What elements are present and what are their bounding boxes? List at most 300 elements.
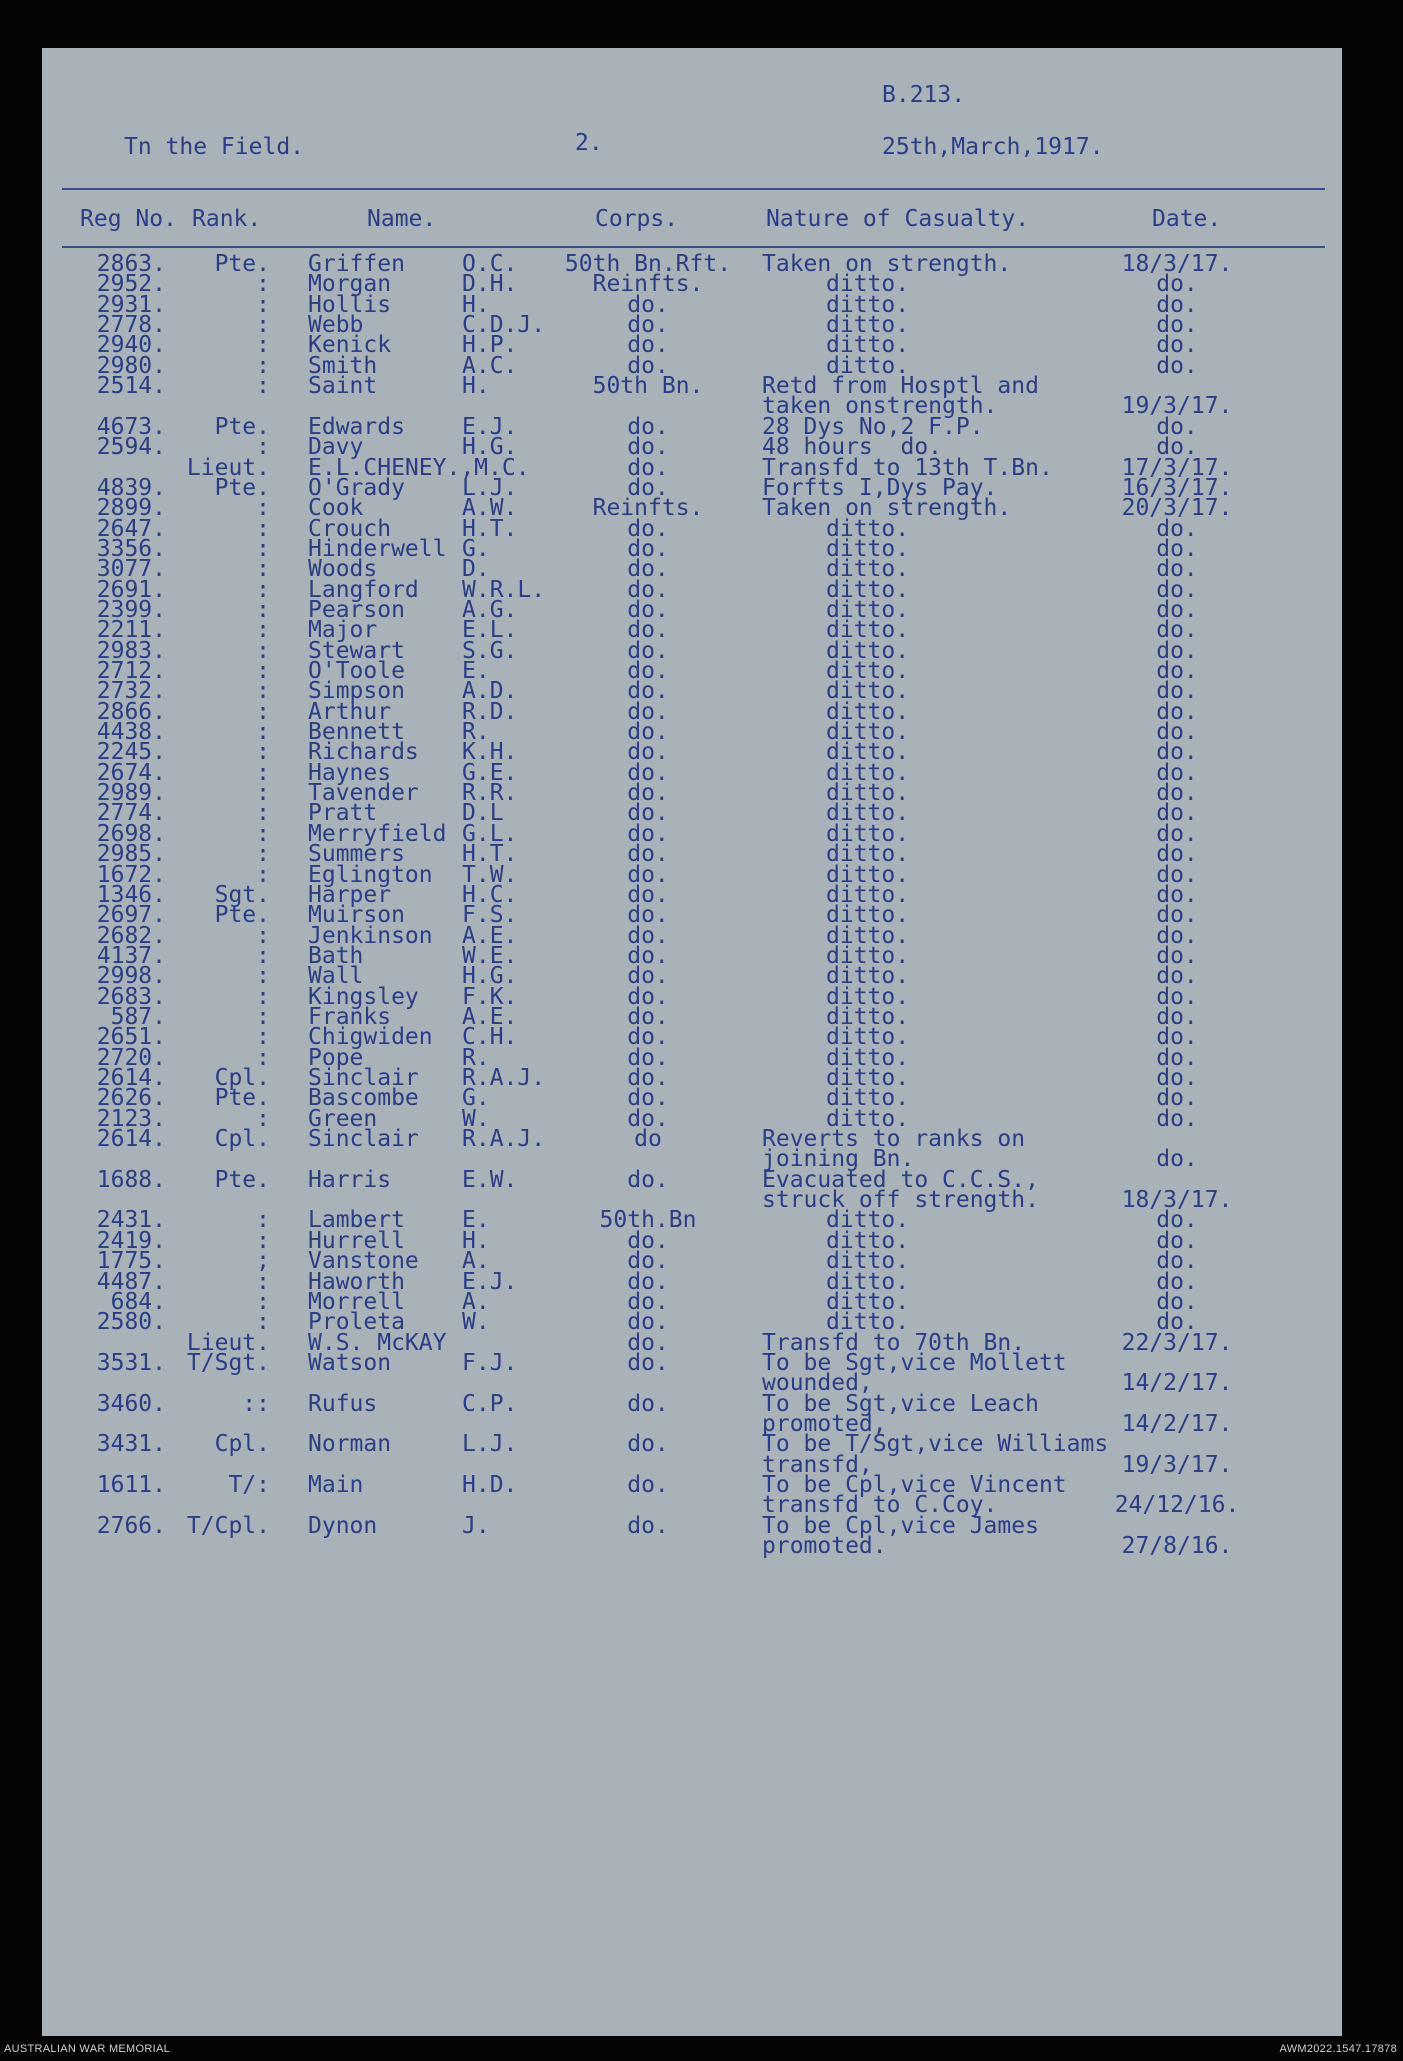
rank-cell: : <box>256 1024 270 1051</box>
name-cell: Griffen <box>308 251 405 277</box>
name-cell: Sinclair <box>308 1126 419 1153</box>
corps-cell: do. <box>627 1329 669 1356</box>
initials-cell: E. <box>462 658 490 684</box>
name-cell: Bennett <box>308 719 405 746</box>
nature-cell: ditto. <box>826 861 910 888</box>
date-cell: do. <box>1156 800 1198 827</box>
initials-cell: H. <box>462 373 490 400</box>
place-heading: Tn the Field. <box>124 134 305 160</box>
nature-cell: Transfd to 70th Bn. <box>762 1329 1026 1356</box>
name-cell: Lambert <box>308 1207 405 1234</box>
date-cell: do. <box>1156 902 1198 929</box>
reg-no-cell: 2683. <box>96 983 166 1010</box>
corps-cell: do. <box>627 1166 669 1193</box>
initials-cell: H. <box>462 291 490 318</box>
nature-cell: joining Bn. <box>762 1146 915 1173</box>
date-cell: do. <box>1156 413 1198 440</box>
corps-cell: do. <box>627 352 669 379</box>
name-cell: Stewart <box>308 637 405 664</box>
corps-cell: do. <box>627 515 669 542</box>
nature-cell: ditto. <box>826 800 910 827</box>
reg-no-cell: 2899. <box>96 495 166 522</box>
reg-no-cell: 3356. <box>96 535 166 562</box>
initials-cell: T.W. <box>462 861 518 888</box>
reg-no-cell: 2952. <box>96 271 166 298</box>
initials-cell: H. <box>462 1227 490 1254</box>
name-cell: Vanstone <box>308 1248 419 1275</box>
name-cell: Tavender <box>308 780 419 807</box>
nature-cell: ditto. <box>826 942 910 969</box>
reg-no-cell: 2698. <box>96 820 166 847</box>
reg-no-cell: 2399. <box>96 596 166 623</box>
corps-cell: do. <box>627 1105 669 1132</box>
initials-cell: J. <box>462 1512 490 1539</box>
nature-cell: ditto. <box>826 983 910 1010</box>
rank-cell: : <box>256 1003 270 1030</box>
date-cell: 16/3/17. <box>1121 474 1233 501</box>
date-cell: do. <box>1156 1105 1198 1132</box>
reg-no-cell: 1346. <box>96 881 166 908</box>
col-header-date: Date. <box>1152 206 1222 232</box>
nature-cell: transfd to C.Coy. <box>762 1492 998 1519</box>
date-cell: do. <box>1156 1227 1198 1254</box>
rank-cell: : <box>256 1268 270 1295</box>
date-cell: do. <box>1156 719 1198 746</box>
page-number: 2. <box>575 130 603 156</box>
name-cell: Summers <box>308 841 405 868</box>
nature-cell: ditto. <box>826 1309 910 1336</box>
nature-cell: ditto. <box>826 739 910 766</box>
header-rule-bottom <box>62 246 1325 248</box>
initials-cell: G. <box>462 535 490 562</box>
corps-cell: do. <box>627 637 669 664</box>
date-cell: 14/2/17. <box>1121 1410 1233 1437</box>
date-cell: do. <box>1156 861 1198 888</box>
corps-cell: do. <box>627 841 669 868</box>
rank-cell: Lieut. <box>186 454 270 481</box>
corps-cell: do. <box>627 698 669 725</box>
nature-cell: struck off strength. <box>762 1187 1039 1214</box>
name-cell: Hollis <box>308 291 392 318</box>
nature-cell: Reverts to ranks on <box>762 1126 1026 1153</box>
name-cell: Kenick <box>308 332 392 359</box>
reg-no-cell: 2774. <box>96 800 166 827</box>
initials-cell: G.L. <box>462 820 518 847</box>
rank-cell: T/: <box>228 1472 270 1498</box>
corps-cell: do. <box>627 1003 669 1030</box>
nature-cell: ditto. <box>826 820 910 847</box>
nature-cell: ditto. <box>826 922 910 949</box>
nature-cell: ditto. <box>826 1065 910 1091</box>
rank-cell: : <box>256 861 270 888</box>
rank-cell: :: <box>242 1390 270 1417</box>
initials-cell: A.W. <box>462 495 518 522</box>
nature-cell: ditto. <box>826 596 910 623</box>
reg-no-cell: 587. <box>110 1003 166 1030</box>
corps-cell: do. <box>627 963 669 990</box>
rank-cell: : <box>256 820 270 847</box>
nature-cell: ditto. <box>826 719 910 746</box>
date-cell: 19/3/17. <box>1121 393 1233 420</box>
date-cell: do. <box>1156 881 1198 908</box>
corps-cell: 50th.Bn <box>599 1207 697 1234</box>
name-cell: Pope <box>308 1044 364 1071</box>
date-cell: 24/12/16. <box>1114 1492 1240 1519</box>
name-cell: Watson <box>308 1349 392 1376</box>
reg-no-cell: 2940. <box>96 332 166 359</box>
nature-cell: ditto. <box>826 312 910 339</box>
rank-cell: : <box>256 719 270 746</box>
name-cell: Arthur <box>308 698 392 725</box>
initials-cell: C.D.J. <box>462 312 546 339</box>
rank-cell: Pte. <box>214 251 270 277</box>
nature-cell: ditto. <box>826 535 910 562</box>
name-cell: Muirson <box>308 902 405 929</box>
corps-cell: do. <box>627 1431 669 1458</box>
rank-cell: : <box>256 759 270 786</box>
initials-cell: E.J. <box>462 1268 518 1295</box>
nature-cell: Taken on strength. <box>762 495 1012 522</box>
corps-cell: do. <box>627 535 669 562</box>
name-cell: Rufus <box>308 1390 378 1417</box>
initials-cell: E.J. <box>462 413 518 440</box>
nature-cell: ditto. <box>826 332 910 359</box>
corps-cell: do. <box>627 454 669 481</box>
reg-no-cell: 684. <box>110 1288 166 1315</box>
date-cell: do. <box>1156 983 1198 1010</box>
initials-cell: A. <box>462 1288 490 1315</box>
nature-cell: Transfd to 13th T.Bn. <box>762 454 1053 481</box>
nature-cell: Retd from Hosptl and <box>762 373 1039 400</box>
corps-cell: do. <box>627 1349 669 1376</box>
date-cell: do. <box>1156 942 1198 969</box>
initials-cell: F.S. <box>462 902 518 929</box>
date-cell: do. <box>1156 596 1198 623</box>
rank-cell: ; <box>256 1248 270 1275</box>
rank-cell: Pte. <box>214 1085 270 1112</box>
corps-cell: do. <box>627 1288 669 1315</box>
date-cell: 19/3/17. <box>1121 1451 1233 1478</box>
corps-cell: do. <box>627 1472 669 1498</box>
date-cell: do. <box>1156 739 1198 766</box>
reg-no-cell: 2863. <box>96 251 166 277</box>
date-cell: do. <box>1156 1146 1198 1173</box>
initials-cell: E. <box>462 1207 490 1234</box>
corps-cell: do. <box>627 434 669 461</box>
name-cell: Haworth <box>308 1268 405 1295</box>
date-cell: do. <box>1156 759 1198 786</box>
corps-cell: do. <box>627 1227 669 1254</box>
name-cell: Bath <box>308 942 364 969</box>
nature-cell: Evacuated to C.C.S., <box>762 1166 1039 1193</box>
reg-no-cell: 2431. <box>96 1207 166 1234</box>
name-cell: Pratt <box>308 800 378 827</box>
rank-cell: : <box>256 352 270 379</box>
name-cell: W.S. McKAY <box>308 1329 447 1356</box>
initials-cell: G.E. <box>462 759 518 786</box>
reg-no-cell: 2985. <box>96 841 166 868</box>
rank-cell: : <box>256 312 270 339</box>
name-cell: Morgan <box>308 271 392 298</box>
corps-cell: do. <box>627 719 669 746</box>
reg-no-cell: 2720. <box>96 1044 166 1071</box>
reg-no-cell: 2626. <box>96 1085 166 1112</box>
date-cell: 20/3/17. <box>1121 495 1233 522</box>
initials-cell: R.A.J. <box>462 1126 546 1153</box>
reg-no-cell: 2980. <box>96 352 166 379</box>
rank-cell: : <box>256 1227 270 1254</box>
corps-cell: do. <box>627 1024 669 1051</box>
date-cell: do. <box>1156 1309 1198 1336</box>
reg-no-cell: 2123. <box>96 1105 166 1132</box>
name-cell: O'Toole <box>308 658 405 684</box>
reg-no-cell: 2651. <box>96 1024 166 1051</box>
date-cell: 18/3/17. <box>1121 1187 1233 1214</box>
name-cell: Webb <box>308 312 364 339</box>
reg-no-cell: 2766. <box>96 1512 166 1539</box>
rank-cell: Cpl. <box>214 1065 270 1091</box>
initials-cell: E.W. <box>462 1166 518 1193</box>
reg-no-cell: 2514. <box>96 373 166 400</box>
nature-cell: ditto. <box>826 1207 910 1234</box>
nature-cell: ditto. <box>826 556 910 583</box>
corps-cell: do. <box>627 576 669 603</box>
name-cell: Proleta <box>308 1309 405 1336</box>
corps-cell: do. <box>627 759 669 786</box>
rank-cell: : <box>256 1288 270 1315</box>
date-cell: do. <box>1156 1248 1198 1275</box>
name-cell: O'Grady <box>308 474 405 501</box>
date-cell: do. <box>1156 434 1198 461</box>
initials-cell: H.P. <box>462 332 518 359</box>
corps-cell: do. <box>627 1390 669 1417</box>
nature-cell: Taken on strength. <box>762 251 1012 277</box>
document-sheet <box>42 48 1342 2036</box>
name-cell: Green <box>308 1105 378 1132</box>
reg-no-cell: 2697. <box>96 902 166 929</box>
reg-no-cell: 3460. <box>96 1390 166 1417</box>
reg-no-cell: 3431. <box>96 1431 166 1458</box>
reg-no-cell: 3077. <box>96 556 166 583</box>
reg-no-cell: 2998. <box>96 963 166 990</box>
initials-cell: F.J. <box>462 1349 518 1376</box>
date-cell: do. <box>1156 1024 1198 1051</box>
reg-no-cell: 2778. <box>96 312 166 339</box>
corps-cell: Reinfts. <box>592 495 704 522</box>
col-header-rank: Rank. <box>192 206 262 232</box>
corps-cell: do. <box>627 983 669 1010</box>
rank-cell: Cpl. <box>214 1431 270 1458</box>
corps-cell: do. <box>627 291 669 318</box>
initials-cell: F.K. <box>462 983 518 1010</box>
initials-cell: H.G. <box>462 434 518 461</box>
nature-cell: ditto. <box>826 352 910 379</box>
initials-cell: E.L. <box>462 617 518 644</box>
name-cell: Woods <box>308 556 378 583</box>
nature-cell: ditto. <box>826 1227 910 1254</box>
initials-cell: A. <box>462 1248 490 1275</box>
initials-cell: G. <box>462 1085 490 1112</box>
rank-cell: : <box>256 780 270 807</box>
name-cell: E.L.CHENEY.,M.C. <box>308 454 530 481</box>
nature-cell: wounded, <box>762 1370 873 1397</box>
reg-no-cell: 2419. <box>96 1227 166 1254</box>
corps-cell: do. <box>627 312 669 339</box>
nature-cell: ditto. <box>826 780 910 807</box>
date-cell: 22/3/17. <box>1121 1329 1233 1356</box>
nature-cell: ditto. <box>826 637 910 664</box>
initials-cell: R. <box>462 1044 490 1071</box>
nature-cell: 28 Dys No,2 F.P. <box>762 413 984 440</box>
nature-cell: ditto. <box>826 678 910 705</box>
name-cell: Wall <box>308 963 364 990</box>
initials-cell: W. <box>462 1309 490 1336</box>
date-cell: do. <box>1156 1003 1198 1030</box>
name-cell: Jenkinson <box>308 922 433 949</box>
nature-cell: Forfts I,Dys Pay. <box>762 474 998 501</box>
nature-cell: ditto. <box>826 1044 910 1071</box>
rank-cell: : <box>256 963 270 990</box>
nature-cell: ditto. <box>826 698 910 725</box>
nature-cell: ditto. <box>826 617 910 644</box>
rank-cell: Pte. <box>214 413 270 440</box>
rank-cell: : <box>256 291 270 318</box>
reg-no-cell: 4487. <box>96 1268 166 1295</box>
initials-cell: A.D. <box>462 678 518 705</box>
date-cell: do. <box>1156 291 1198 318</box>
reg-no-cell: 4839. <box>96 474 166 501</box>
rank-cell: Sgt. <box>214 881 270 908</box>
name-cell: Richards <box>308 739 419 766</box>
rank-cell: T/Cpl. <box>186 1512 270 1539</box>
nature-cell: To be Sgt,vice Leach <box>762 1390 1039 1417</box>
corps-cell: do. <box>627 332 669 359</box>
reg-no-cell: 1672. <box>96 861 166 888</box>
date-cell: 27/8/16. <box>1121 1533 1233 1560</box>
corps-cell: Reinfts. <box>592 271 704 298</box>
nature-cell: ditto. <box>826 271 910 298</box>
name-cell: Franks <box>308 1003 392 1030</box>
date-cell: 14/2/17. <box>1121 1370 1233 1397</box>
initials-cell: W. <box>462 1105 490 1132</box>
date-cell: 18/3/17. <box>1121 251 1233 277</box>
rank-cell: Pte. <box>214 1166 270 1193</box>
col-header-reg-no: Reg No. <box>80 206 177 232</box>
rank-cell: : <box>256 678 270 705</box>
rank-cell: : <box>256 271 270 298</box>
rank-cell: Pte. <box>214 474 270 501</box>
header-rule-top <box>62 188 1325 190</box>
initials-cell: H.T. <box>462 841 518 868</box>
rank-cell: : <box>256 495 270 522</box>
date-cell: do. <box>1156 332 1198 359</box>
footer-institution: AUSTRALIAN WAR MEMORIAL <box>4 2043 171 2055</box>
name-cell: Pearson <box>308 596 405 623</box>
nature-cell: ditto. <box>826 841 910 868</box>
document-reference: B.213. <box>882 82 966 108</box>
rank-cell: T/Sgt. <box>186 1349 270 1376</box>
rank-cell: : <box>256 922 270 949</box>
date-cell: do. <box>1156 1085 1198 1112</box>
nature-cell: ditto. <box>826 963 910 990</box>
date-cell: do. <box>1156 1268 1198 1295</box>
date-cell: do. <box>1156 963 1198 990</box>
corps-cell: do. <box>627 413 669 440</box>
date-cell: do. <box>1156 658 1198 684</box>
initials-cell: D.H. <box>462 271 518 298</box>
col-header-name: Name. <box>367 206 437 232</box>
corps-cell: do. <box>627 1512 669 1539</box>
date-cell: do. <box>1156 820 1198 847</box>
rank-cell: : <box>256 617 270 644</box>
rank-cell: : <box>256 1044 270 1071</box>
name-cell: Crouch <box>308 515 392 542</box>
reg-no-cell: 2983. <box>96 637 166 664</box>
reg-no-cell: 1775. <box>96 1248 166 1275</box>
corps-cell: do. <box>627 617 669 644</box>
corps-cell: do. <box>627 780 669 807</box>
name-cell: Hinderwell <box>308 535 447 562</box>
initials-cell: H.C. <box>462 881 518 908</box>
nature-cell: ditto. <box>826 1003 910 1030</box>
nature-cell: To be T/Sgt,vice Williams <box>762 1431 1109 1458</box>
rank-cell: : <box>256 739 270 766</box>
name-cell: Haynes <box>308 759 392 786</box>
rank-cell: : <box>256 800 270 827</box>
name-cell: Davy <box>308 434 364 461</box>
corps-cell: do. <box>627 1065 669 1091</box>
reg-no-cell: 2712. <box>96 658 166 684</box>
corps-cell: do. <box>627 1309 669 1336</box>
initials-cell: W.R.L. <box>462 576 546 603</box>
nature-cell: transfd, <box>762 1451 873 1478</box>
initials-cell: C.H. <box>462 1024 518 1051</box>
corps-cell: do. <box>627 1085 669 1112</box>
reg-no-cell: 1611. <box>96 1472 166 1498</box>
corps-cell: do. <box>627 556 669 583</box>
corps-cell: do. <box>627 1044 669 1071</box>
corps-cell: 50th Bn. <box>592 373 704 400</box>
rank-cell: : <box>256 515 270 542</box>
reg-no-cell: 2674. <box>96 759 166 786</box>
corps-cell: do. <box>627 861 669 888</box>
corps-cell: do. <box>627 902 669 929</box>
reg-no-cell: 4137. <box>96 942 166 969</box>
initials-cell: D.L <box>462 800 504 827</box>
initials-cell: A.E. <box>462 922 518 949</box>
date-cell: do. <box>1156 312 1198 339</box>
initials-cell: R.D. <box>462 698 518 725</box>
reg-no-cell: 4438. <box>96 719 166 746</box>
rank-cell: : <box>256 942 270 969</box>
name-cell: Bascombe <box>308 1085 419 1112</box>
corps-cell: do. <box>627 596 669 623</box>
name-cell: Morrell <box>308 1288 405 1315</box>
table-row <box>42 1533 1342 1560</box>
document-date: 25th,March,1917. <box>882 134 1104 160</box>
name-cell: Harris <box>308 1166 392 1193</box>
reg-no-cell: 2245. <box>96 739 166 766</box>
corps-cell: do. <box>627 800 669 827</box>
nature-cell: promoted, <box>762 1410 887 1437</box>
corps-cell: do. <box>627 678 669 705</box>
date-cell: do. <box>1156 637 1198 664</box>
initials-cell: O.C. <box>462 251 518 277</box>
rank-cell: Pte. <box>214 902 270 929</box>
initials-cell: R.R. <box>462 780 518 807</box>
nature-cell: ditto. <box>826 658 910 684</box>
name-cell: Chigwiden <box>308 1024 433 1051</box>
